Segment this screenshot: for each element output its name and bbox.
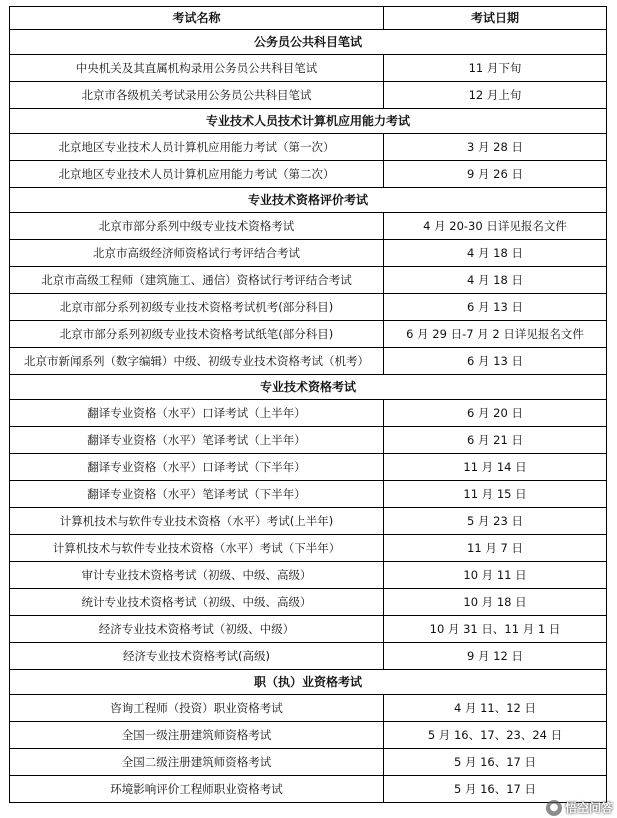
table-row <box>10 722 607 749</box>
table-header-row <box>10 7 607 30</box>
table-row <box>10 82 607 109</box>
table-row <box>10 589 607 616</box>
exam-date-cell: 6 月 13 日 <box>384 294 607 321</box>
table-row <box>10 240 607 267</box>
table-row <box>10 535 607 562</box>
section-title: 专业技术人员技术计算机应用能力考试 <box>10 109 607 134</box>
table-row <box>10 695 607 722</box>
chat-bubble-icon: ● <box>546 800 562 816</box>
exam-name-cell: 经济专业技术资格考试（初级、中级） <box>10 616 384 643</box>
section-row <box>10 30 607 55</box>
exam-name-cell: 翻译专业资格（水平）笔译考试（下半年） <box>10 481 384 508</box>
table-row <box>10 134 607 161</box>
header-exam-date: 考试日期 <box>384 7 607 30</box>
exam-date-cell: 6 月 29 日-7 月 2 日详见报名文件 <box>384 321 607 348</box>
header-exam-name: 考试名称 <box>10 7 384 30</box>
exam-schedule-table <box>9 6 607 803</box>
table-row <box>10 616 607 643</box>
table-row <box>10 213 607 240</box>
table-row <box>10 267 607 294</box>
exam-date-cell: 4 月 18 日 <box>384 240 607 267</box>
exam-date-cell: 5 月 16、17、23、24 日 <box>384 722 607 749</box>
section-row <box>10 670 607 695</box>
exam-name-cell: 北京市各级机关考试录用公务员公共科目笔试 <box>10 82 384 109</box>
section-title: 专业技术资格考试 <box>10 375 607 400</box>
exam-date-cell: 9 月 26 日 <box>384 161 607 188</box>
table-row <box>10 321 607 348</box>
exam-name-cell: 北京市部分系列中级专业技术资格考试 <box>10 213 384 240</box>
exam-date-cell: 10 月 11 日 <box>384 562 607 589</box>
table-row <box>10 348 607 375</box>
table-row <box>10 55 607 82</box>
exam-name-cell: 审计专业技术资格考试（初级、中级、高级） <box>10 562 384 589</box>
exam-name-cell: 翻译专业资格（水平）笔译考试（上半年） <box>10 427 384 454</box>
table-row <box>10 161 607 188</box>
exam-date-cell: 12 月上旬 <box>384 82 607 109</box>
exam-date-cell: 11 月 15 日 <box>384 481 607 508</box>
exam-name-cell: 北京地区专业技术人员计算机应用能力考试（第一次） <box>10 134 384 161</box>
exam-date-cell: 11 月 14 日 <box>384 454 607 481</box>
section-title: 专业技术资格评价考试 <box>10 188 607 213</box>
table-row <box>10 749 607 776</box>
exam-name-cell: 北京市新闻系列（数字编辑）中级、初级专业技术资格考试（机考） <box>10 348 384 375</box>
exam-name-cell: 全国一级注册建筑师资格考试 <box>10 722 384 749</box>
exam-name-cell: 北京市部分系列初级专业技术资格考试机考(部分科目) <box>10 294 384 321</box>
exam-date-cell: 10 月 31 日、11 月 1 日 <box>384 616 607 643</box>
table-row <box>10 481 607 508</box>
table-row <box>10 294 607 321</box>
section-row <box>10 188 607 213</box>
section-row <box>10 375 607 400</box>
exam-name-cell: 计算机技术与软件专业技术资格（水平）考试(上半年) <box>10 508 384 535</box>
exam-date-cell: 6 月 20 日 <box>384 400 607 427</box>
exam-name-cell: 翻译专业资格（水平）口译考试（上半年） <box>10 400 384 427</box>
exam-date-cell: 4 月 20-30 日详见报名文件 <box>384 213 607 240</box>
table-row <box>10 427 607 454</box>
table-row <box>10 454 607 481</box>
table-row <box>10 508 607 535</box>
exam-date-cell: 4 月 18 日 <box>384 267 607 294</box>
exam-name-cell: 中央机关及其直属机构录用公务员公共科目笔试 <box>10 55 384 82</box>
exam-name-cell: 翻译专业资格（水平）口译考试（下半年） <box>10 454 384 481</box>
watermark <box>546 799 613 816</box>
exam-date-cell: 5 月 16、17 日 <box>384 776 607 803</box>
watermark-text: 悟空问答 <box>564 801 613 815</box>
exam-date-cell: 11 月下旬 <box>384 55 607 82</box>
table-row <box>10 776 607 803</box>
exam-name-cell: 北京市部分系列初级专业技术资格考试纸笔(部分科目) <box>10 321 384 348</box>
exam-date-cell: 5 月 16、17 日 <box>384 749 607 776</box>
section-title: 职（执）业资格考试 <box>10 670 607 695</box>
exam-date-cell: 4 月 11、12 日 <box>384 695 607 722</box>
exam-name-cell: 统计专业技术资格考试（初级、中级、高级） <box>10 589 384 616</box>
exam-name-cell: 北京市高级经济师资格试行考评结合考试 <box>10 240 384 267</box>
exam-name-cell: 咨询工程师（投资）职业资格考试 <box>10 695 384 722</box>
table-row <box>10 562 607 589</box>
exam-name-cell: 环境影响评价工程师职业资格考试 <box>10 776 384 803</box>
exam-date-cell: 9 月 12 日 <box>384 643 607 670</box>
exam-date-cell: 10 月 18 日 <box>384 589 607 616</box>
exam-schedule-body <box>10 7 607 803</box>
exam-date-cell: 6 月 13 日 <box>384 348 607 375</box>
section-row <box>10 109 607 134</box>
exam-date-cell: 3 月 28 日 <box>384 134 607 161</box>
table-row <box>10 643 607 670</box>
exam-name-cell: 经济专业技术资格考试(高级) <box>10 643 384 670</box>
exam-date-cell: 6 月 21 日 <box>384 427 607 454</box>
table-row <box>10 400 607 427</box>
exam-name-cell: 全国二级注册建筑师资格考试 <box>10 749 384 776</box>
exam-name-cell: 北京地区专业技术人员计算机应用能力考试（第二次） <box>10 161 384 188</box>
section-title: 公务员公共科目笔试 <box>10 30 607 55</box>
exam-name-cell: 北京市高级工程师（建筑施工、通信）资格试行考评结合考试 <box>10 267 384 294</box>
exam-name-cell: 计算机技术与软件专业技术资格（水平）考试（下半年） <box>10 535 384 562</box>
exam-date-cell: 11 月 7 日 <box>384 535 607 562</box>
exam-date-cell: 5 月 23 日 <box>384 508 607 535</box>
